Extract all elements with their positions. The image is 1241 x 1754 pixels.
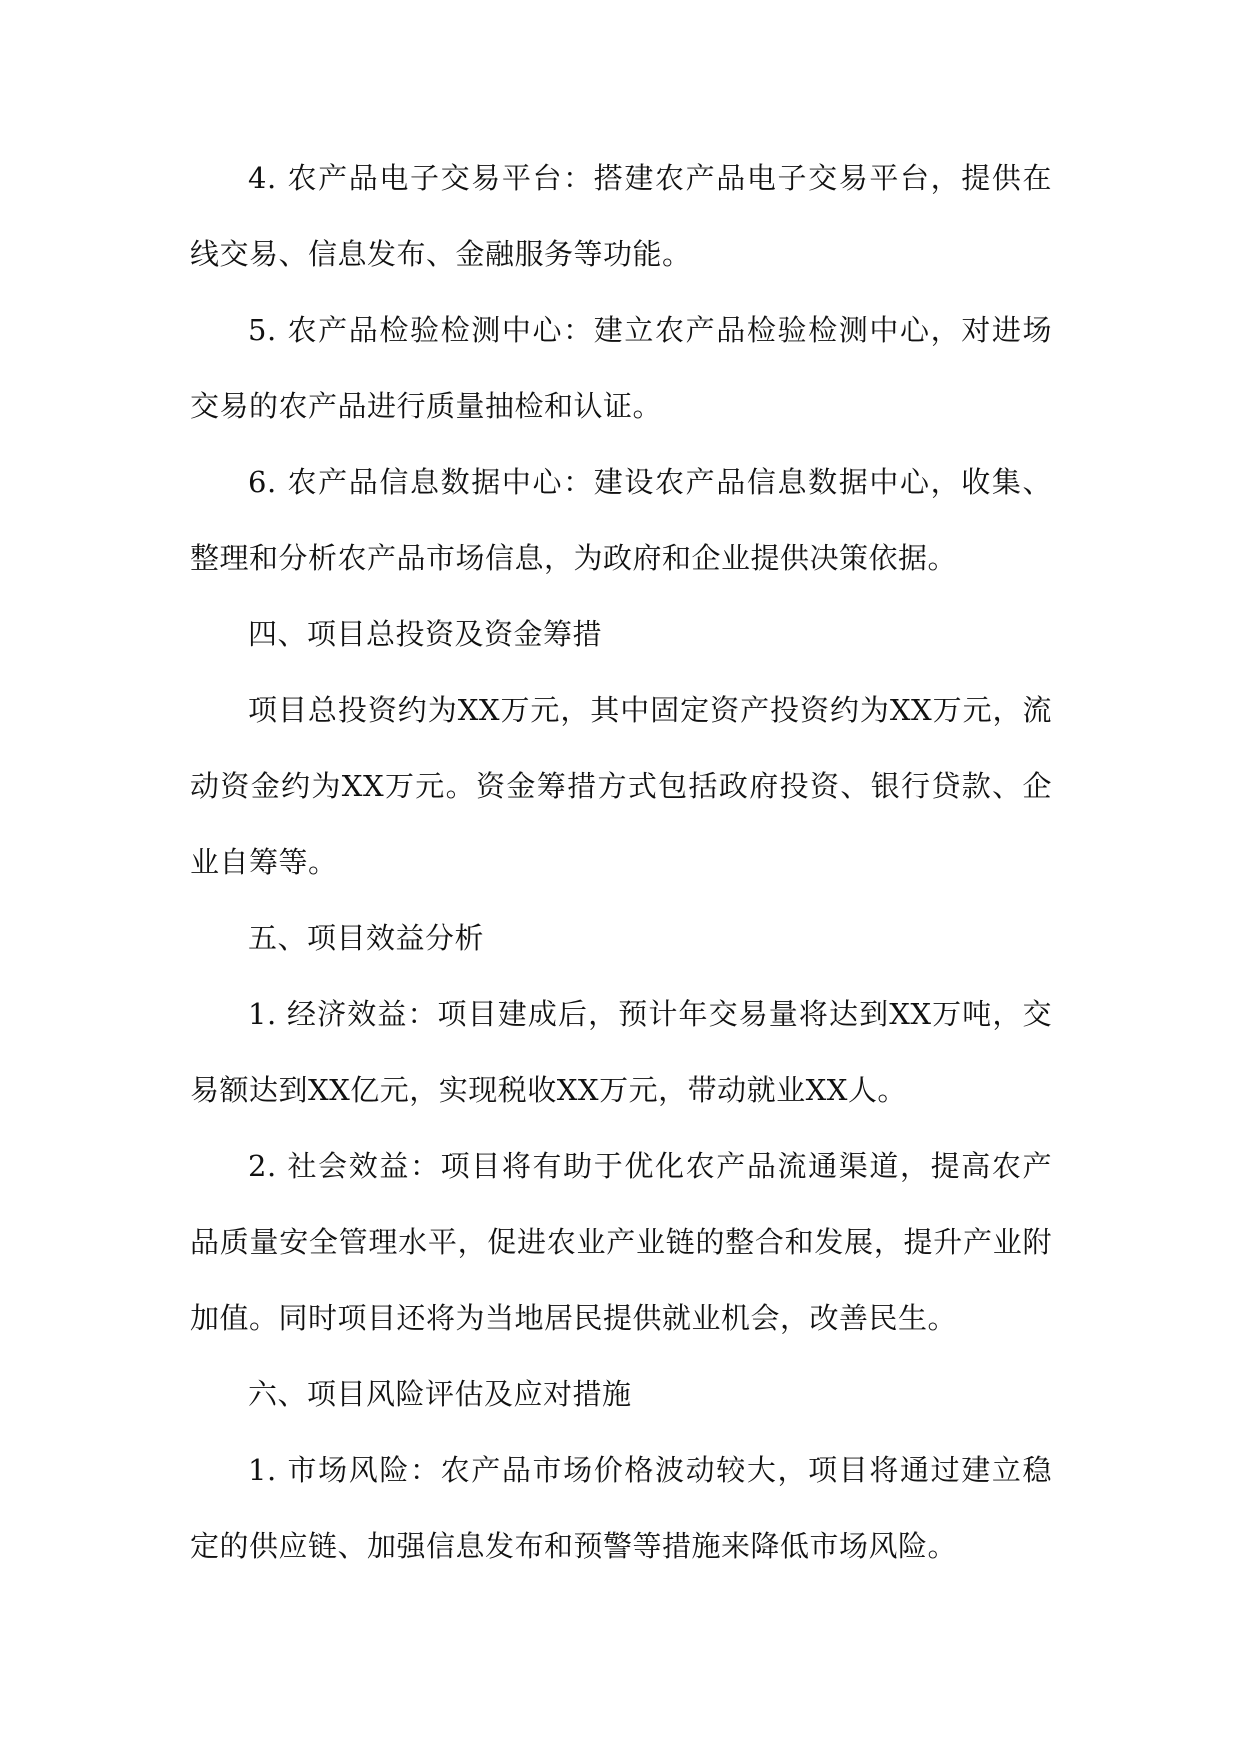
list-item-data-center: 6. 农产品信息数据中心：建设农产品信息数据中心，收集、整理和分析农产品市场信息，为政府和企业提供决策依据。 — [190, 465, 1052, 575]
paragraph-investment: 项目总投资约为XX万元，其中固定资产投资约为XX万元，流动资金约为XX万元。资金筹措方式包括政府投资、银行贷款、企业自筹等。 — [190, 693, 1052, 879]
list-item-market-risk: 1. 市场风险：农产品市场价格波动较大，项目将通过建立稳定的供应链、加强信息发布和预警等措施来降低市场风险。 — [190, 1453, 1052, 1563]
section-heading-benefits: 五、项目效益分析 — [248, 921, 485, 955]
list-item-social-benefit: 2. 社会效益：项目将有助于优化农产品流通渠道，提高农产品质量安全管理水平，促进农业产业链的整合和发展，提升产业附加值。同时项目还将为当地居民提供就业机会，改善民生。 — [190, 1149, 1052, 1335]
list-item-economic-benefit: 1. 经济效益：项目建成后，预计年交易量将达到XX万吨，交易额达到XX亿元，实现税收XX万元，带动就业XX人。 — [190, 997, 1052, 1107]
document-body — [190, 140, 1052, 1584]
list-item-e-trading-platform: 4. 农产品电子交易平台：搭建农产品电子交易平台，提供在线交易、信息发布、金融服务等功能。 — [190, 161, 1052, 271]
section-heading-risk: 六、项目风险评估及应对措施 — [248, 1377, 632, 1411]
section-heading-investment: 四、项目总投资及资金筹措 — [248, 617, 603, 651]
list-item-inspection-center: 5. 农产品检验检测中心：建立农产品检验检测中心，对进场交易的农产品进行质量抽检和认证。 — [190, 313, 1052, 423]
